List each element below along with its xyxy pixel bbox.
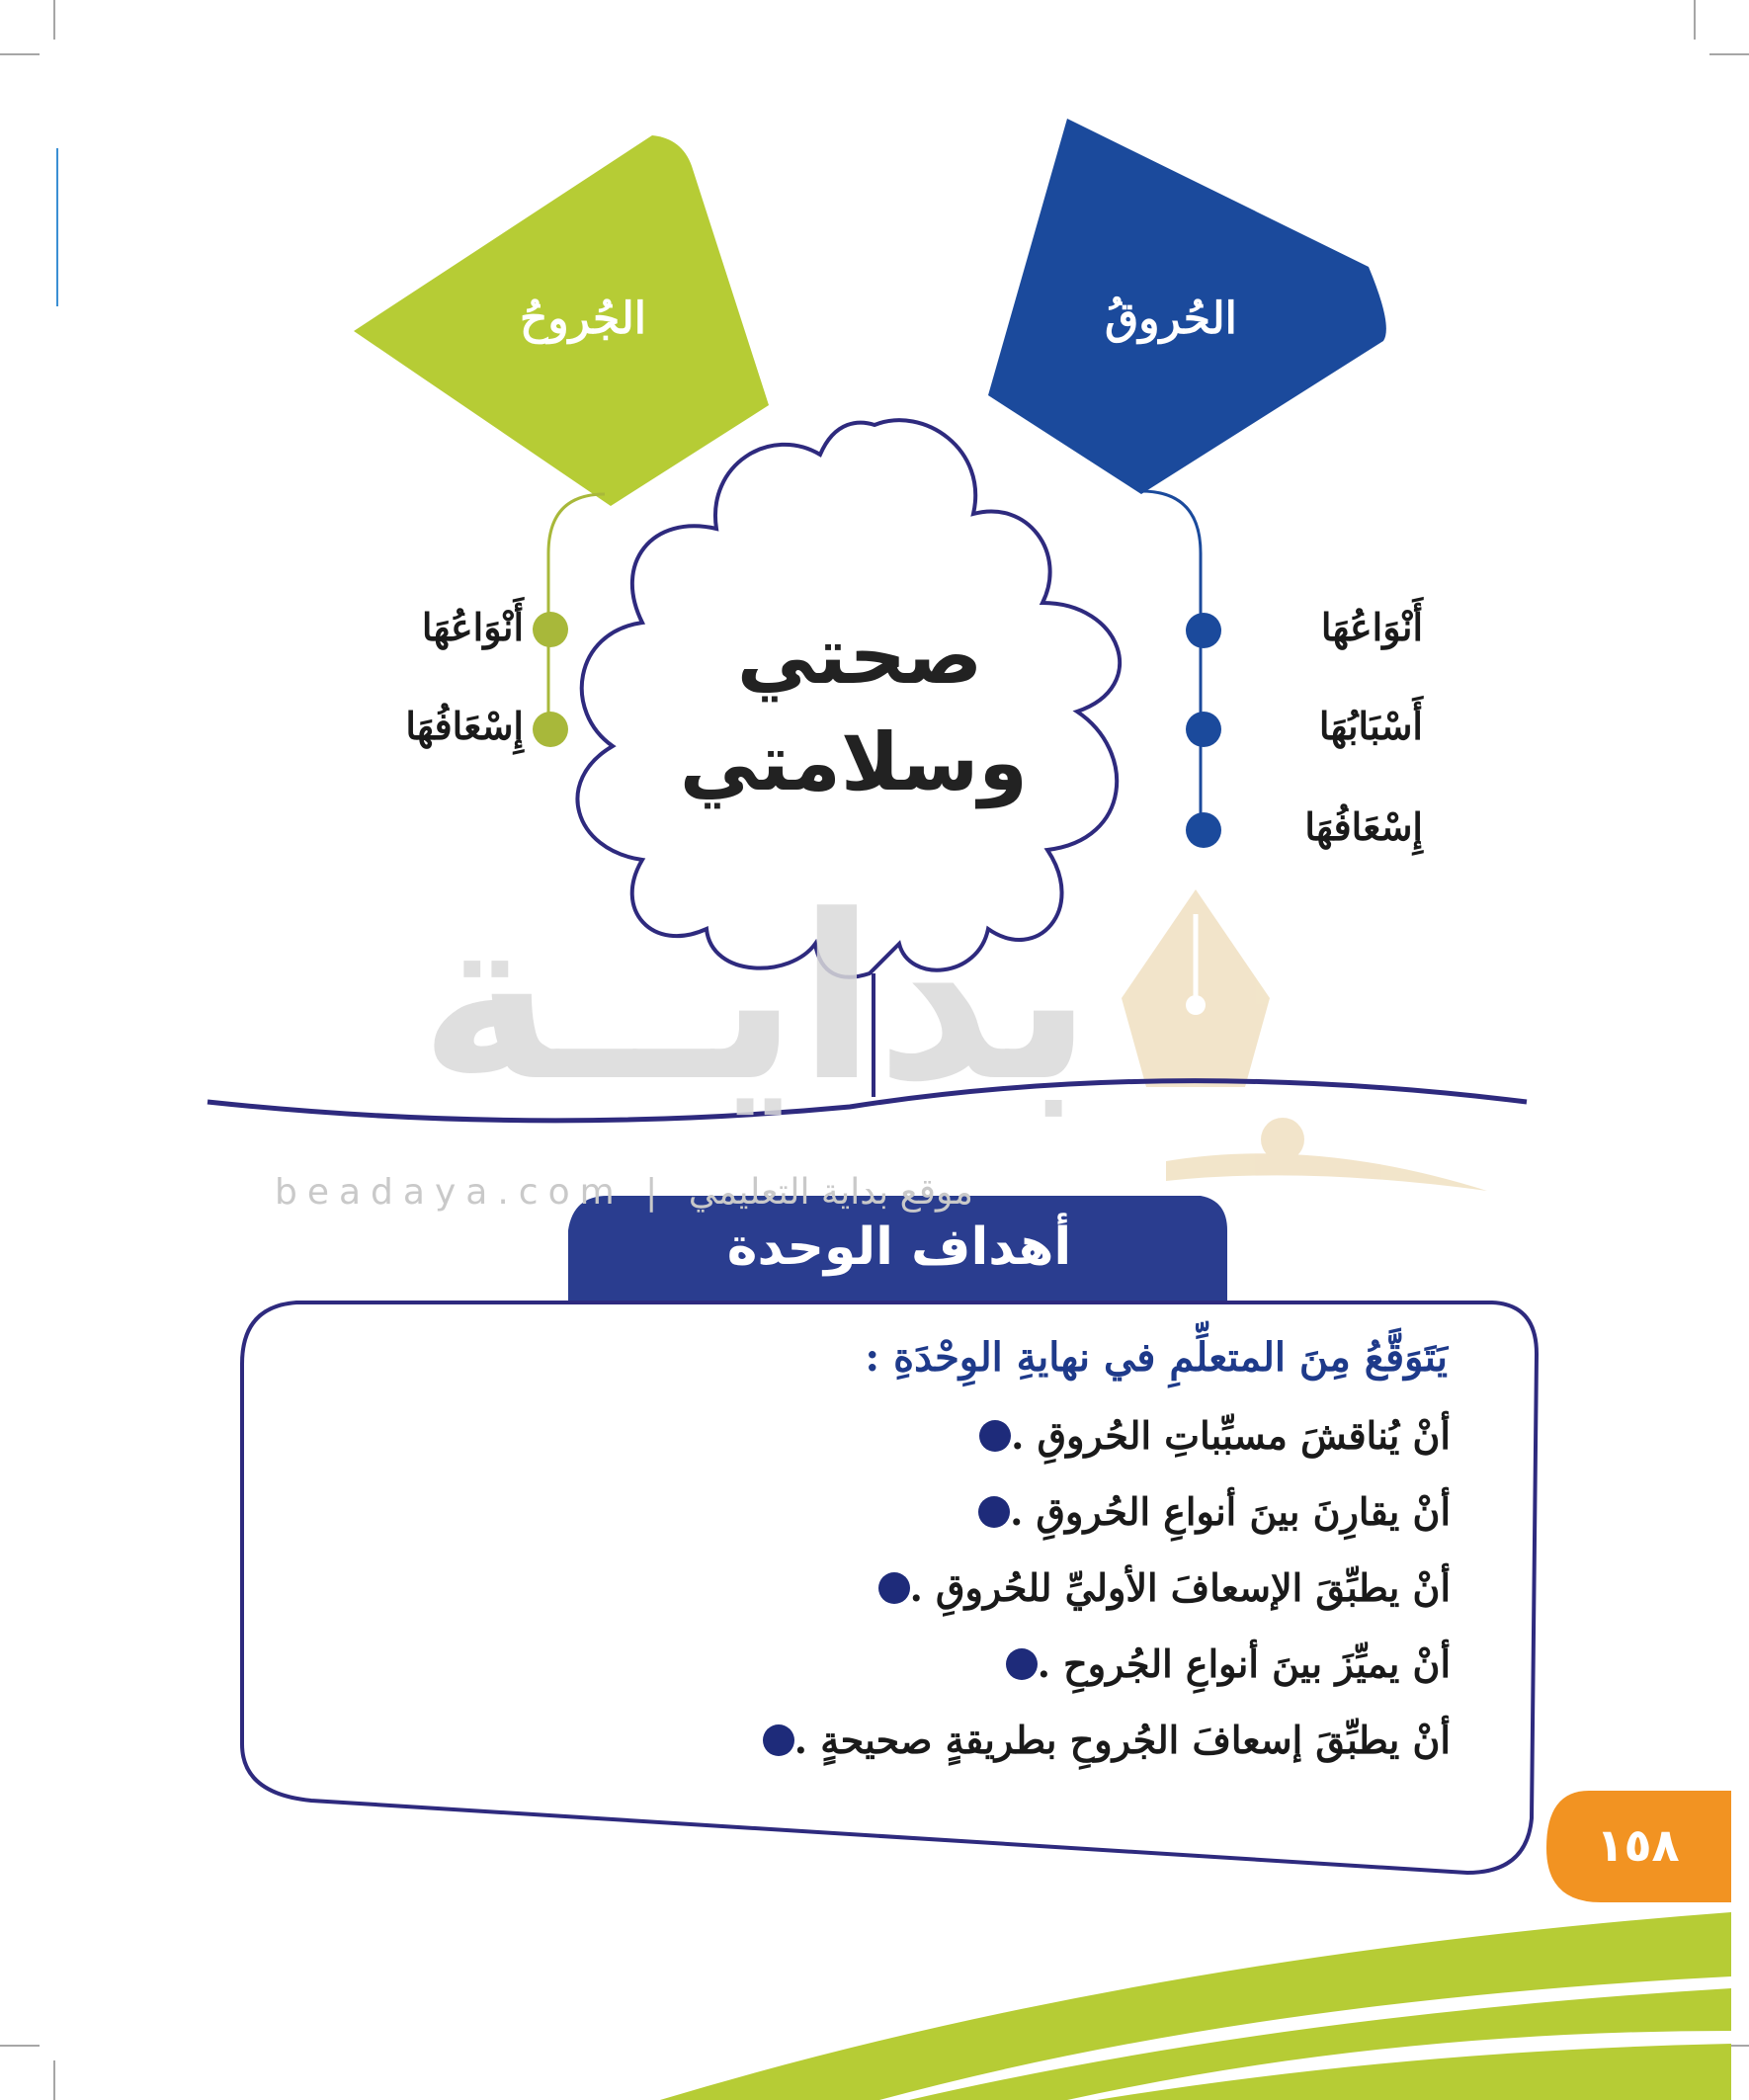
watermark-brand: بدايــة	[419, 868, 1093, 1132]
bullet-icon	[878, 1572, 910, 1604]
page-number: ١٥٨	[1596, 1818, 1680, 1872]
center-title	[679, 603, 1028, 816]
wounds-dot-1	[533, 612, 568, 647]
goal-text: أنْ يُناقشَ مسبِّباتِ الحُروقِ .	[1011, 1413, 1451, 1458]
bullet-icon	[978, 1496, 1010, 1528]
goal-item	[753, 1718, 1451, 1762]
watermark-url: beadaya.com | موقع بداية التعليمي	[275, 1172, 973, 1213]
wounds-item-types: أَنْوَاعُهَا	[421, 605, 524, 649]
burns-dot-2	[1186, 712, 1221, 747]
burns-item-causes: أَسْبَابُهَا	[1318, 704, 1423, 748]
burns-dot-1	[1186, 613, 1221, 648]
wounds-dot-2	[533, 712, 568, 747]
goal-text: أنْ يميِّزَ بينَ أنواعِ الجُروحِ .	[1037, 1641, 1451, 1686]
goals-list	[593, 1413, 1451, 1789]
bullet-icon	[1006, 1648, 1038, 1680]
wounds-title: الجُروحُ	[520, 294, 646, 344]
goal-text: أنْ يطبِّقَ إسعافَ الجُروحِ بطريقةٍ صحيحةٍ .	[793, 1718, 1451, 1762]
goal-text: أنْ يطبِّقَ الإسعافَ الأوليِّ للحُروقِ .	[909, 1565, 1451, 1610]
goal-item	[969, 1413, 1451, 1458]
goal-item	[968, 1489, 1451, 1534]
burns-dot-3	[1186, 812, 1221, 848]
center-title-line-2: وسلامتي	[679, 716, 1028, 808]
goals-heading: أهداف الوحدة	[726, 1218, 1072, 1277]
burns-item-firstaid: إِسْعَافُهَا	[1304, 804, 1423, 849]
goal-item	[996, 1641, 1451, 1686]
goal-text: أنْ يقارِنَ بينَ أنواعِ الحُروقِ .	[1010, 1489, 1451, 1534]
burns-item-types: أَنْوَاعُهَا	[1320, 605, 1423, 649]
burns-title: الحُروقُ	[1105, 294, 1237, 344]
bullet-icon	[979, 1420, 1011, 1452]
burns-connector	[1141, 491, 1201, 825]
goal-item	[869, 1565, 1451, 1610]
wounds-item-firstaid: إِسْعَافُهَا	[405, 704, 524, 748]
center-title-line-1: صحتي	[736, 610, 983, 702]
bottom-swoosh-lime	[660, 1912, 1731, 2100]
goals-intro: يَتَوَقَّعُ مِنَ المتعلِّمِ في نهايةِ الوِحْدَةِ :	[865, 1334, 1448, 1381]
bullet-icon	[763, 1724, 794, 1756]
